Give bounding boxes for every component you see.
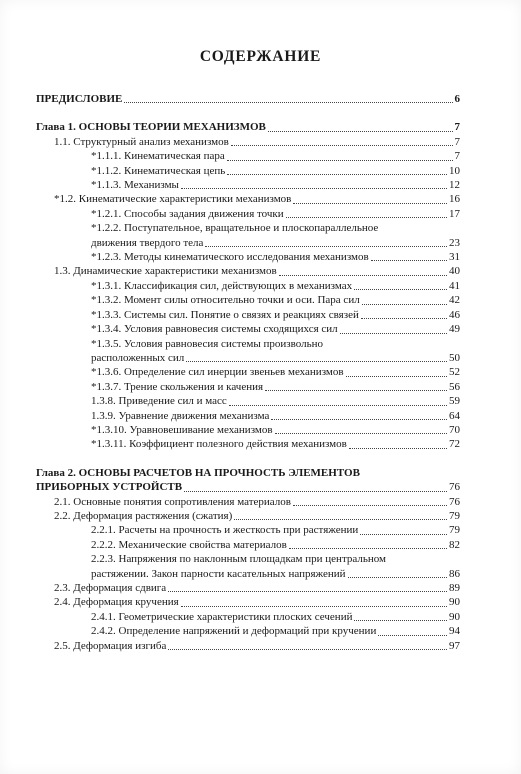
toc-entry-text: 1.3.8. Приведение сил и масс [91, 395, 227, 408]
toc-entry-1-3-8[interactable] [36, 394, 460, 408]
toc-entry-2-4[interactable] [36, 595, 460, 609]
toc-entry-1-2[interactable] [36, 192, 460, 206]
dot-leader [181, 606, 447, 607]
toc-entry-page: 6 [454, 93, 460, 105]
toc-entry-page: 79 [449, 524, 460, 537]
dot-leader [340, 333, 447, 334]
toc-entry-2-1[interactable] [36, 495, 460, 509]
toc-entry-page: 49 [449, 323, 460, 336]
dot-leader [362, 304, 447, 305]
toc-entry-text: ПРИБОРНЫХ УСТРОЙСТВ [36, 481, 183, 494]
dot-leader [184, 491, 447, 492]
dot-leader [168, 649, 447, 650]
toc-entry-2-5[interactable] [36, 639, 460, 653]
toc-entry-2-4-2[interactable] [36, 624, 460, 638]
dot-leader [227, 160, 453, 161]
toc-entry-text: *1.1.1. Кинематическая пара [91, 150, 225, 163]
dot-leader [348, 577, 447, 578]
toc-entry-text: *1.3.4. Условия равновесия системы сходящихся сил [91, 323, 338, 336]
toc-entry-2-4-1[interactable] [36, 610, 460, 624]
dot-leader [205, 246, 447, 247]
toc-entry-text-line-1: *1.3.5. Условия равновесия системы произвольно [91, 337, 323, 350]
toc-entry-text: 2.2.1. Расчеты на прочность и жесткость при растяжении [91, 524, 359, 537]
toc-entry-page: 52 [449, 366, 460, 379]
dot-leader [275, 433, 447, 434]
toc-entry-1-3-3[interactable] [36, 308, 460, 322]
dot-leader [293, 505, 447, 506]
toc-entry-text: *1.3.2. Момент силы относительно точки и оси. Пара сил [91, 294, 360, 307]
toc-entry-page: 46 [449, 308, 460, 321]
dot-leader [186, 361, 447, 362]
toc-entry-page: 89 [449, 582, 460, 594]
toc-entry-text: 2.2.2. Механические свойства материалов [91, 538, 287, 551]
toc-entry-1-3-6[interactable] [36, 365, 460, 379]
toc-entry-1-3-10[interactable] [36, 423, 460, 437]
dot-leader [346, 376, 447, 377]
toc-entry-1-1-2[interactable] [36, 164, 460, 178]
dot-leader [349, 448, 447, 449]
toc-entry-page: 23 [449, 236, 460, 249]
dot-leader [378, 635, 447, 636]
toc-entry-1-2-2[interactable] [36, 221, 460, 250]
toc-entry-page: 41 [449, 279, 460, 292]
dot-leader [229, 405, 447, 406]
dot-leader [227, 174, 447, 175]
toc-entry-text: *1.2.1. Способы задания движения точки [91, 207, 284, 220]
toc-entry-text: 2.4. Деформация кручения [54, 596, 179, 609]
page-title: СОДЕРЖАНИЕ [199, 48, 322, 65]
toc-entry-page: 79 [449, 509, 460, 522]
toc-entry-text: *1.3.6. Определение сил инерции звеньев механизмов [91, 366, 344, 379]
toc-entry-page: 31 [449, 251, 460, 264]
toc-entry-text: 2.3. Деформация сдвига [54, 582, 167, 594]
toc-entry-2-2-1[interactable] [36, 523, 460, 537]
toc-entry-text: 1.3.9. Уравнение движения механизма [91, 409, 270, 422]
dot-leader [289, 548, 447, 549]
dot-leader [268, 131, 453, 132]
toc-entry-text: *1.2. Кинематические характеристики механизмов [54, 193, 292, 206]
toc-entry-text: *1.2.3. Методы кинематического исследования механизмов [91, 251, 369, 264]
dot-leader [124, 102, 452, 103]
toc-entry-page: 16 [449, 193, 460, 206]
toc-entry-preface[interactable] [36, 92, 460, 106]
dot-leader [181, 188, 447, 189]
toc-entry-page: 7 [454, 135, 460, 148]
toc-entry-2-2-2[interactable] [36, 538, 460, 552]
toc-entry-chapter-2[interactable] [36, 466, 460, 495]
toc-entry-text: 2.5. Деформация изгиба [54, 639, 167, 652]
dot-leader [360, 534, 447, 535]
toc-entry-text: *1.3.11. Коэффициент полезного действия механизмов [91, 438, 347, 451]
toc-entry-1-3-2[interactable] [36, 293, 460, 307]
toc-entry-text: *1.1.2. Кинематическая цепь [91, 164, 226, 177]
toc-entry-page: 56 [449, 380, 460, 393]
toc-entry-2-2-3[interactable] [36, 552, 460, 581]
toc-entry-1-3-11[interactable] [36, 437, 460, 451]
toc-entry-page: 7 [454, 121, 460, 134]
toc-entry-chapter-1[interactable] [36, 120, 460, 134]
toc-entry-1-3-9[interactable] [36, 409, 460, 423]
toc-entry-1-2-3[interactable] [36, 250, 460, 264]
toc-entry-page: 64 [449, 409, 460, 422]
toc-entry-page: 12 [449, 179, 460, 192]
toc-entry-page: 86 [449, 567, 460, 580]
table-of-contents [36, 80, 460, 653]
toc-entry-1-3-7[interactable] [36, 380, 460, 394]
toc-entry-page: 82 [449, 538, 460, 551]
toc-entry-1-3-5[interactable] [36, 337, 460, 366]
toc-entry-page: 76 [449, 481, 460, 494]
toc-entry-2-2[interactable] [36, 509, 460, 523]
toc-entry-text: Глава 1. ОСНОВЫ ТЕОРИИ МЕХАНИЗМОВ [36, 121, 266, 134]
dot-leader [371, 260, 447, 261]
toc-entry-text: растяжении. Закон парности касательных напряжений [91, 567, 346, 580]
toc-entry-page: 10 [449, 164, 460, 177]
dot-leader [279, 275, 447, 276]
dot-leader [361, 318, 447, 319]
toc-entry-text-line-1: 2.2.3. Напряжения по наклонным площадкам при центральном [91, 553, 387, 566]
toc-entry-text: *1.3.10. Уравновешивание механизмов [91, 423, 273, 436]
toc-entry-1-1[interactable] [36, 135, 460, 149]
toc-entry-1-1-1[interactable] [36, 149, 460, 163]
dot-leader [265, 390, 447, 391]
toc-entry-text-line-1: Глава 2. ОСНОВЫ РАСЧЕТОВ НА ПРОЧНОСТЬ ЭЛЕМЕНТОВ [36, 466, 360, 479]
dot-leader [271, 419, 447, 420]
toc-entry-page: 72 [449, 438, 460, 451]
toc-entry-1-2-1[interactable] [36, 207, 460, 221]
toc-entry-page: 76 [449, 495, 460, 508]
toc-entry-1-1-3[interactable] [36, 178, 460, 192]
toc-entry-text-line-1: *1.2.2. Поступательное, вращательное и плоскопараллельное [91, 222, 379, 235]
toc-entry-page: 90 [449, 596, 460, 609]
toc-entry-page: 94 [449, 625, 460, 638]
toc-entry-text: движения твердого тела [91, 236, 204, 249]
toc-entry-1-3[interactable] [36, 264, 460, 278]
toc-entry-1-3-4[interactable] [36, 322, 460, 336]
dot-leader [293, 203, 447, 204]
toc-entry-page: 90 [449, 610, 460, 623]
toc-entry-page: 17 [449, 207, 460, 220]
dot-leader [231, 145, 453, 146]
toc-entry-text: *1.3.1. Классификация сил, действующих в механизмах [91, 279, 353, 292]
toc-entry-page: 70 [449, 423, 460, 436]
toc-entry-page: 7 [454, 150, 460, 163]
toc-entry-page: 40 [449, 265, 460, 278]
toc-entry-text: расположенных сил [91, 351, 185, 364]
toc-entry-page: 42 [449, 294, 460, 307]
toc-entry-1-3-1[interactable] [36, 279, 460, 293]
toc-entry-text: 1.3. Динамические характеристики механизмов [54, 265, 277, 278]
dot-leader [286, 217, 447, 218]
toc-entry-text: ПРЕДИСЛОВИЕ [36, 93, 123, 105]
toc-entry-text: 1.1. Структурный анализ механизмов [54, 135, 229, 148]
dot-leader [354, 620, 447, 621]
dot-leader [354, 289, 447, 290]
toc-entry-text: 2.1. Основные понятия сопротивления материалов [54, 495, 291, 508]
dot-leader [234, 519, 447, 520]
toc-entry-page: 59 [449, 395, 460, 408]
toc-entry-text: 2.4.2. Определение напряжений и деформаций при кручении [91, 625, 377, 638]
toc-entry-text: *1.3.7. Трение скольжения и качения [91, 380, 264, 393]
toc-entry-page: 97 [449, 639, 460, 652]
toc-entry-text: *1.3.3. Системы сил. Понятие о связях и реакциях связей [91, 308, 359, 321]
toc-entry-2-3[interactable] [36, 581, 460, 595]
toc-entry-text: *1.1.3. Механизмы [91, 179, 179, 192]
toc-entry-text: 2.4.1. Геометрические характеристики плоских сечений [91, 610, 353, 623]
toc-entry-page: 50 [449, 351, 460, 364]
toc-entry-text: 2.2. Деформация растяжения (сжатия) [54, 509, 233, 522]
dot-leader [168, 591, 447, 592]
